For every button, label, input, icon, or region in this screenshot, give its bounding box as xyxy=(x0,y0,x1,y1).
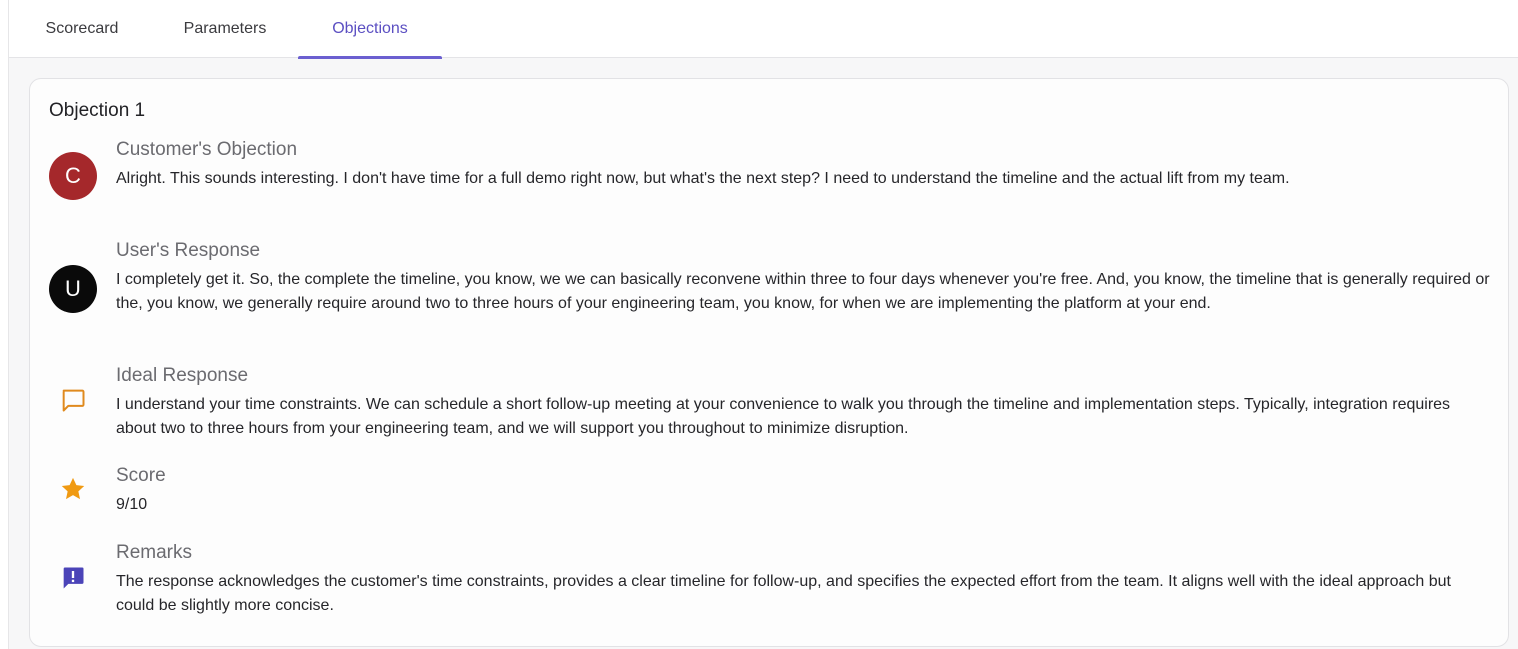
customer-objection-label: Customer's Objection xyxy=(116,139,298,160)
tab-scorecard[interactable]: Scorecard xyxy=(45,20,119,37)
customer-objection-text: Alright. This sounds interesting. I don't have time for a full demo right now, but what's the next step? I need to understand the timeline and the actual lift from my team. xyxy=(116,170,1290,187)
user-response-label: User's Response xyxy=(116,240,261,261)
user-avatar: U xyxy=(49,265,97,313)
objection-title: Objection 1 xyxy=(49,100,146,121)
customer-avatar: C xyxy=(49,152,97,200)
tab-parameters[interactable]: Parameters xyxy=(183,20,267,37)
objections-panel xyxy=(8,0,1518,649)
score-label: Score xyxy=(116,465,166,486)
customer-objection-section xyxy=(116,138,1491,191)
feedback-icon xyxy=(59,564,87,592)
chat-bubble-icon xyxy=(59,386,87,414)
objection-card xyxy=(29,78,1509,647)
ideal-response-label: Ideal Response xyxy=(116,365,249,386)
remarks-label: Remarks xyxy=(116,542,193,563)
remarks-text: The response acknowledges the customer's time constraints, provides a clear timeline for follow-up, and specifies the expected effort from the team. It aligns well with the ideal approach but could be slightly more concise. xyxy=(116,573,1451,614)
ideal-response-text: I understand your time constraints. We can schedule a short follow-up meeting at your convenience to walk you through the timeline and implementation steps. Typically, integration requires about two to three hours from your engineering team, and we will support you throughout to minimize disruption. xyxy=(116,396,1451,437)
star-icon xyxy=(59,475,87,503)
tab-objections[interactable]: Objections xyxy=(298,0,442,58)
ideal-response-section xyxy=(116,364,1491,441)
score-value: 9/10 xyxy=(116,496,148,513)
remarks-section xyxy=(116,541,1491,618)
tab-bar xyxy=(9,0,1518,58)
user-response-section xyxy=(116,239,1491,316)
user-response-text: I completely get it. So, the complete the timeline, you know, we we can basically reconvene within three to four days whenever you're free. And, you know, the timeline that is generally required or the, you know, we generally require around two to three hours of your engineering team, you know, for when we are implementing the platform at your end. xyxy=(116,271,1490,312)
score-section xyxy=(116,464,1491,517)
